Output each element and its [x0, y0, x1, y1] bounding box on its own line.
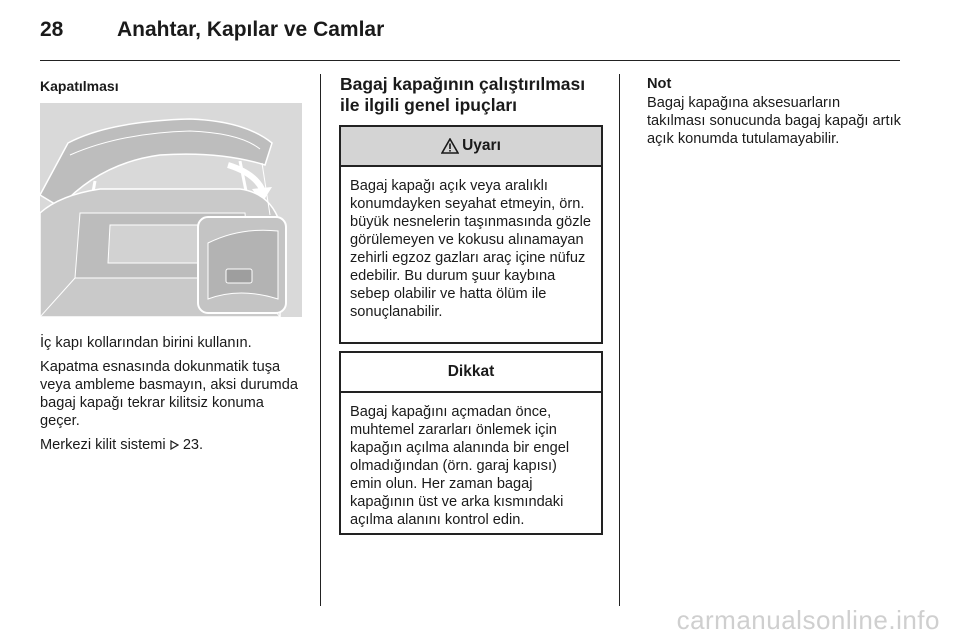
section-subtitle: Kapatılması	[40, 78, 119, 94]
warning-title: Uyarı	[462, 137, 501, 154]
column-divider-right	[619, 74, 620, 606]
page-number: 28	[40, 18, 64, 41]
reference-text: Merkezi kilit sistemi	[40, 437, 166, 453]
header-rule	[40, 60, 900, 61]
left-body-text	[40, 334, 306, 460]
reference-page: 23.	[182, 437, 204, 453]
warning-paragraph: Kapatma esnasında dokunmatik tuşa veya ambleme basmayın, aksi durumda bagaj kapağı tekrar kilitsiz konuma geçer.	[40, 359, 298, 429]
caution-header	[341, 353, 601, 393]
warning-body: Bagaj kapağı açık veya aralıklı konumdayken seyahat etmeyin, örn. büyük nesnelerin taşınmasında gözle görülemeyen ve kokusu alınamayan zehirli egzoz gazları araç içine nüfuz edebilir. Bu durum şuur kaybına sebep olabilir ve hatta ölüm ile sonuçlanabilir.	[350, 178, 591, 320]
caution-body: Bagaj kapağını açmadan önce, muhtemel zararları önlemek için kapağın açılma alanında bir engel olmadığından (örn. garaj kapısı) emin olun. Her zaman bagaj kapağının üst ve arka kısmındaki açılma alanını kontrol edin.	[350, 404, 570, 528]
warning-box	[339, 125, 603, 344]
note-text: Bagaj kapağına aksesuarların takılması sonucunda bagaj kapağı artık açık konumda tutulamayabilir.	[647, 95, 901, 147]
warning-triangle-icon	[441, 138, 459, 154]
caution-title: Dikkat	[447, 363, 495, 380]
column-divider-left	[320, 74, 321, 606]
warning-header	[341, 127, 601, 167]
watermark: carmanualsonline.info	[676, 605, 940, 635]
page-reference-icon	[170, 440, 179, 450]
cross-reference	[40, 436, 306, 454]
instruction-paragraph: İç kapı kollarından birini kullanın.	[40, 335, 252, 351]
section-heading: Bagaj kapağının çalıştırılması ile ilgili genel ipuçları	[340, 74, 586, 115]
caution-box	[339, 351, 603, 535]
tailgate-illustration	[40, 103, 302, 317]
page-title: Anahtar, Kapılar ve Camlar	[117, 18, 385, 41]
note-title: Not	[647, 76, 672, 92]
